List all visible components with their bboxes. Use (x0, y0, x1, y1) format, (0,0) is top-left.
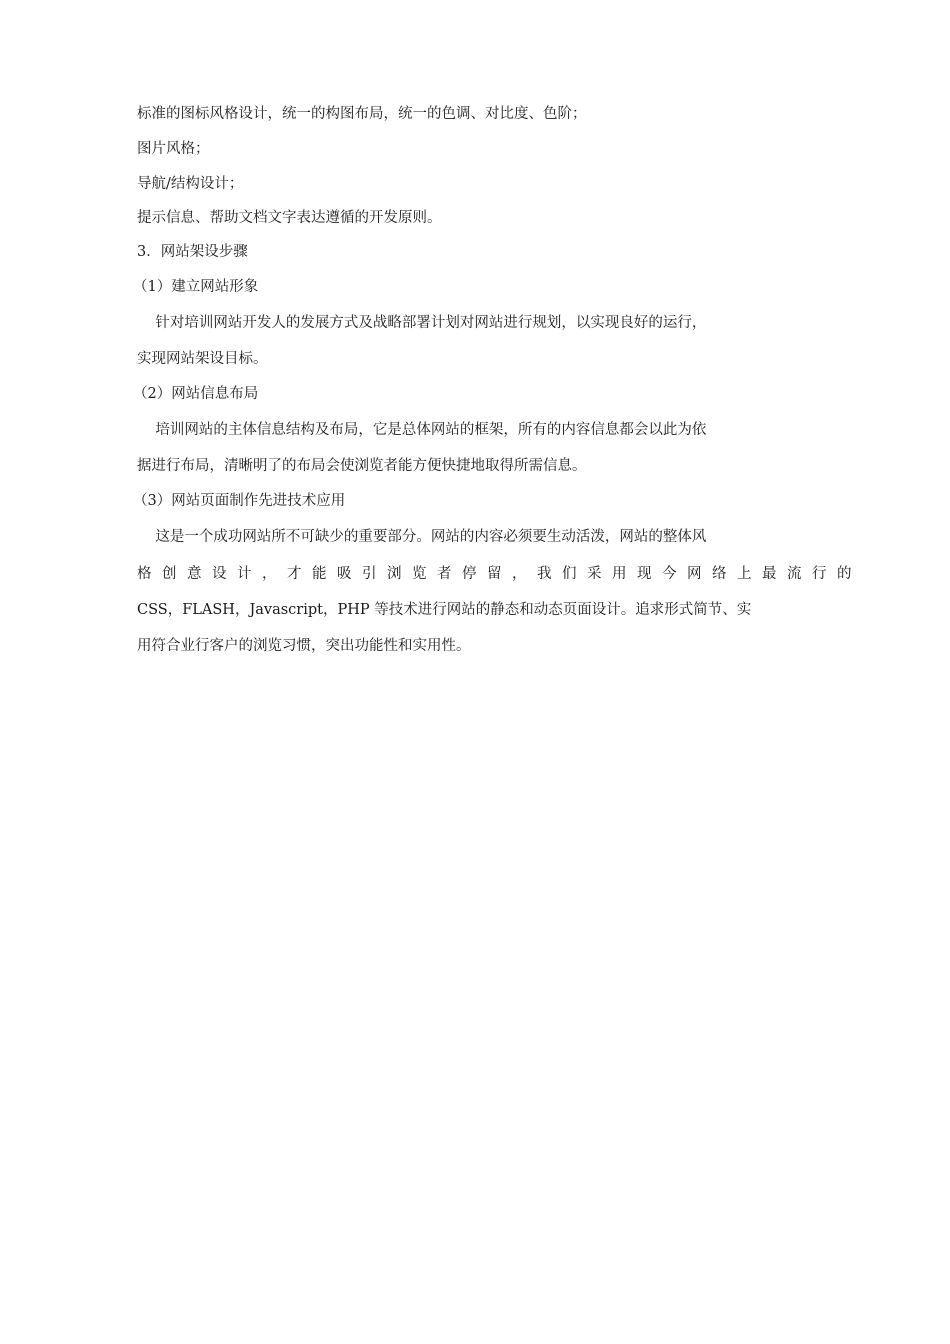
text-line: 培训网站的主体信息结构及布局，它是总体网站的框架，所有的内容信息都会以此为依 (137, 422, 707, 438)
text-line: 针对培训网站开发人的发展方式及战略部署计划对网站进行规划，以实现良好的运行， (137, 315, 707, 331)
text-line: 据进行布局，清晰明了的布局会使浏览者能方便快捷地取得所需信息。 (137, 458, 587, 474)
text-line: 导航/结构设计； (137, 176, 244, 192)
section-heading: 3．网站架设步骤 (137, 244, 248, 260)
text-line: 格创意设计，才能吸引浏览者停留，我们采用现今网络上最流行的 (137, 566, 862, 582)
text-line: 标准的图标风格设计，统一的构图布局，统一的色调、对比度、色阶； (137, 106, 587, 122)
text-line: 实现网站架设目标。 (137, 351, 268, 367)
text-line: 图片风格； (137, 141, 210, 157)
subsection-heading: （2）网站信息布局 (133, 386, 259, 402)
subsection-heading: （3）网站页面制作先进技术应用 (133, 493, 346, 509)
text-line: 用符合业行客户的浏览习惯，突出功能性和实用性。 (137, 638, 471, 654)
text-line: 提示信息、帮助文档文字表达遵循的开发原则。 (137, 210, 442, 226)
text-line: CSS，FLASH，Javascript，PHP 等技术进行网站的静态和动态页面设计。追求形式简节、实 (137, 602, 752, 618)
text-line: 这是一个成功网站所不可缺少的重要部分。网站的内容必须要生动活泼，网站的整体风 (137, 529, 707, 545)
subsection-heading: （1）建立网站形象 (133, 279, 259, 295)
